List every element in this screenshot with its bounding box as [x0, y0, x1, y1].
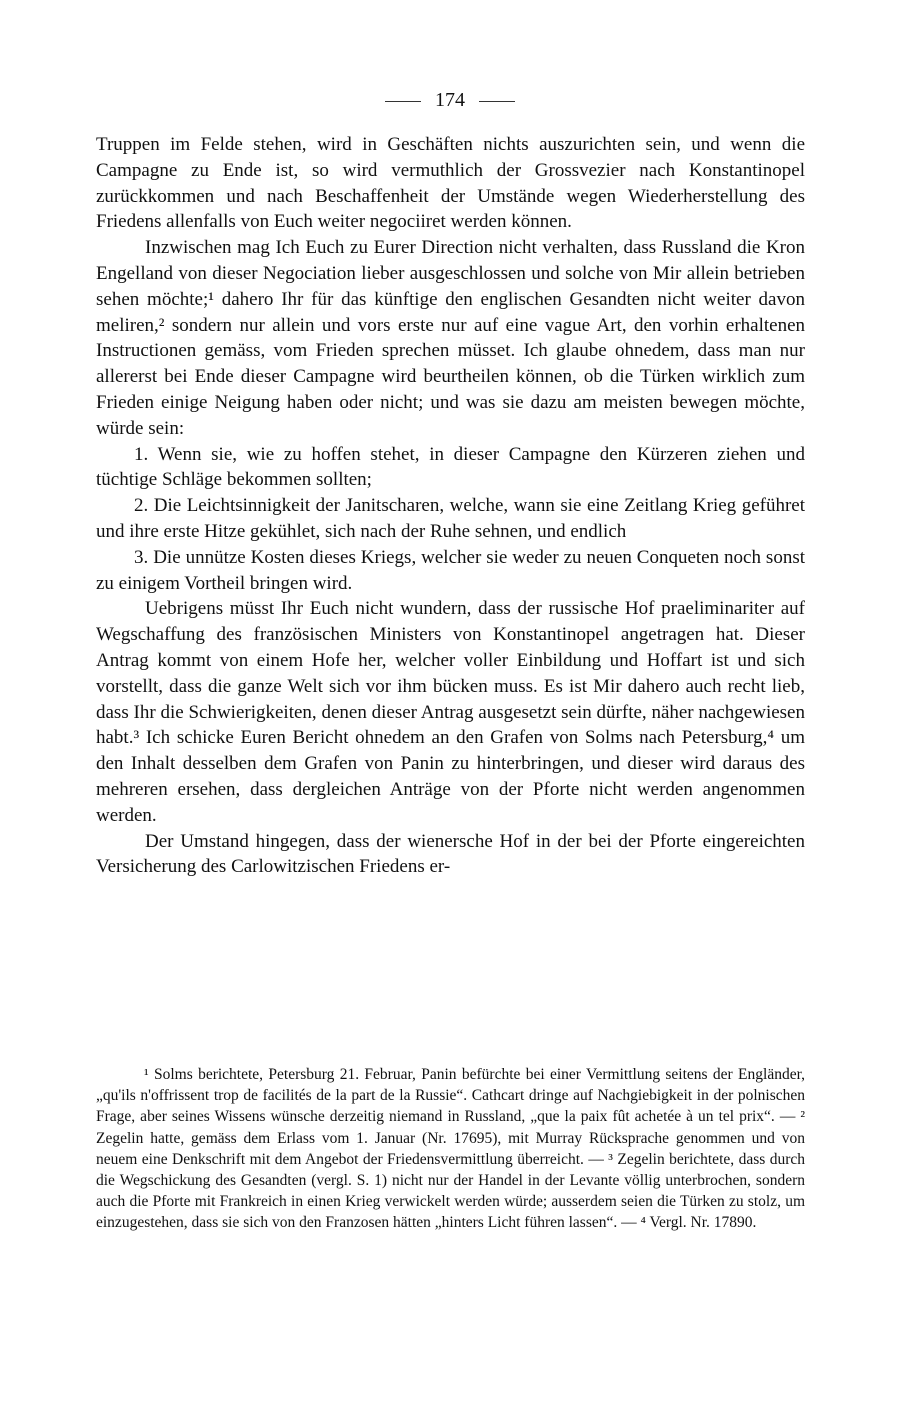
paragraph: Truppen im Felde stehen, wird in Geschäften nichts auszurichten sein, und wenn die Campagne zu Ende ist, so wird vermuthlich der Grossvezier nach Konstantinopel zurückkommen und nach Beschaffenheit der Umstände wegen Wiederherstellung des Friedens allenfalls von Euch weiter negociiret werden können. — [96, 134, 805, 233]
list-item: 1. Wenn sie, wie zu hoffen stehet, in dieser Campagne den Kürzeren ziehen und tüchtige Schläge bekommen sollten; — [96, 443, 805, 491]
footnote-text: ¹ Solms berichtete, Petersburg 21. Februar, Panin befürchte bei einer Vermittlung seitens der Engländer, „qu'ils n'offrissent trop de facilités de la part de la Russie“. Cathcart dringe auf Nachgiebigkeit in der polnischen Frage, aber seines Wissens wünsche derzeitig niemand in Russland, „que la paix fût achetée à un tel prix“. — ² Zegelin hatte, gemäss dem Erlass vom 1. Januar (Nr. 17695), mit Murray Rücksprache genommen und von neuem eine Denkschrift mit dem Angebot der Friedensvermittlung überreicht. — ³ Zegelin berichtete, dass durch die Wegschickung des Gesandten (vergl. S. 1) nicht nur der Handel in der Levante völlig unterbrochen, sondern auch die Pforte mit Frankreich in einen Krieg verwickelt werden würde; ausserdem seien die Türken zu stolz, um einzugestehen, dass sie sich von den Franzosen hätten „hinters Licht führen lassen“. — ⁴ Vergl. Nr. 17890. — [96, 1066, 805, 1232]
paragraph: Der Umstand hingegen, dass der wienersche Hof in der bei der Pforte eingereichten Versicherung des Carlowitzischen Friedens er- — [96, 830, 805, 878]
header-rule-left — [385, 101, 421, 102]
paragraph: Uebrigens müsst Ihr Euch nicht wundern, dass der russische Hof praeliminariter auf Wegschaffung des französischen Ministers von Konstantinopel angetragen hat. Dieser Antrag kommt von einem Hofe her, welcher voller Einbildung und Hoffart ist und sich vorstellt, dass die ganze Welt sich vor ihm bücken muss. Es ist Mir dahero auch recht lieb, dass Ihr die Schwierigkeiten, denen dieser Antrag ausgesetzt sein dürfte, näher nachgewiesen habt.³ Ich schicke Euren Bericht ohnedem an den Grafen von Solms nach Petersburg,⁴ um den Inhalt desselben dem Grafen von Panin zu hinterbringen, und dieser wird daraus des mehreren ersehen, dass dergleichen Anträge von der Pforte nicht werden angenommen werden. — [96, 598, 805, 826]
page-header — [0, 88, 900, 112]
footnotes — [96, 1064, 805, 1234]
list-item: 2. Die Leichtsinnigkeit der Janitscharen, welche, wann sie eine Zeitlang Krieg geführet und ihre erste Hitze gekühlet, sich nach der Ruhe sehnen, und endlich — [96, 495, 805, 542]
header-rule-right — [479, 101, 515, 102]
list-item: 3. Die unnütze Kosten dieses Kriegs, welcher sie weder zu neuen Conqueten noch sonst zu einigem Vortheil bringen wird. — [96, 546, 805, 594]
paragraph: Inzwischen mag Ich Euch zu Eurer Direction nicht verhalten, dass Russland die Kron Engelland von dieser Negociation lieber ausgeschlossen und solche von Mir allein betrieben sehen möchte;¹ dahero Ihr für das künftige den englischen Gesandten nicht weiter davon meliren,² sondern nur allein und vors erste nur auf eine vague Art, den vorhin erhaltenen Instructionen gemäss, vom Frieden sprechen müsset. Ich glaube ohnedem, dass man nur allererst bei Ende dieser Campagne wird beurtheilen können, ob die Türken wirklich zum Frieden einige Neigung haben oder nicht; und was sie dazu am meisten bewegen möchte, würde sein: — [96, 237, 805, 439]
body-text — [96, 132, 805, 880]
page-number: 174 — [435, 89, 465, 111]
